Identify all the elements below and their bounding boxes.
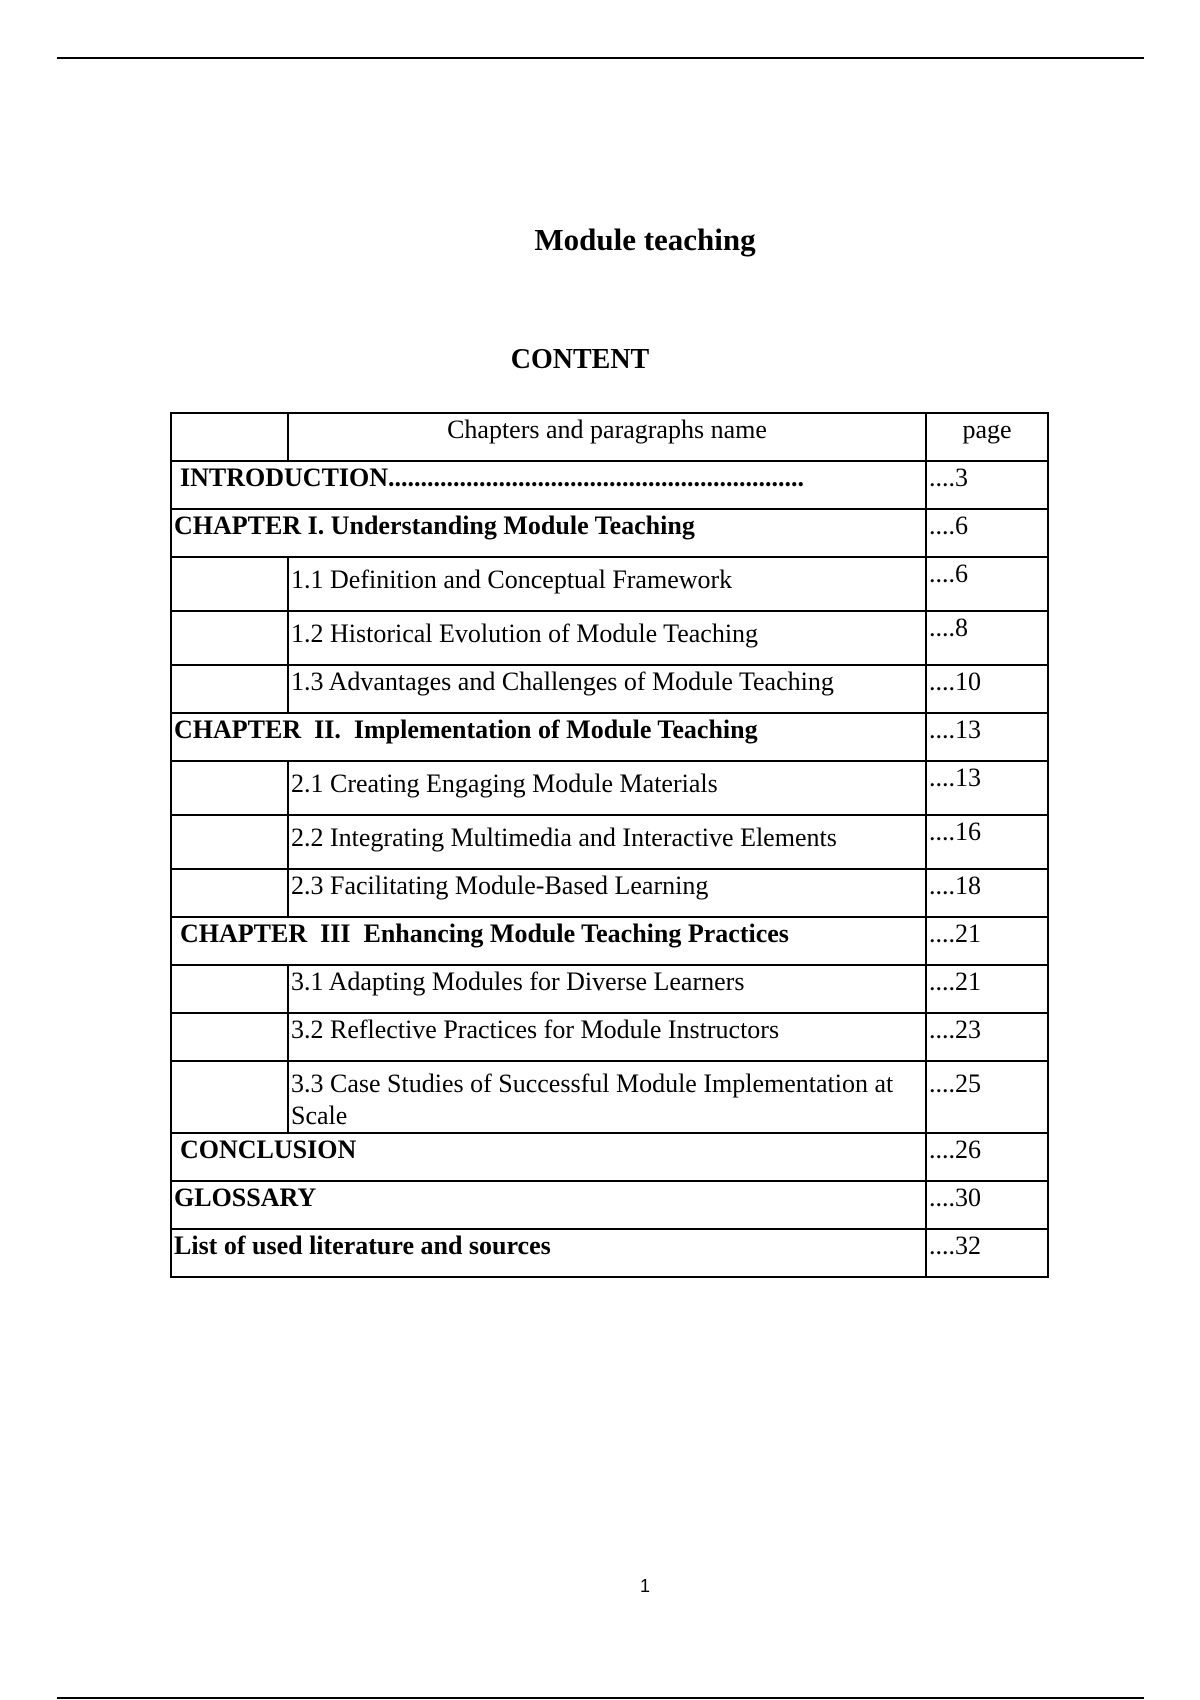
toc-entry-title: 2.3 Facilitating Module-Based Learning: [288, 869, 926, 917]
toc-row-literature: [171, 1229, 1048, 1277]
toc-row-chapter-3: [171, 917, 1048, 965]
toc-entry-page: ....3: [926, 461, 1048, 509]
toc-entry-page: ....21: [926, 965, 1048, 1013]
toc-entry-page: ....10: [926, 665, 1048, 713]
toc-row-section-2-3: [171, 869, 1048, 917]
toc-header-title: Chapters and paragraphs name: [288, 413, 926, 461]
toc-entry-page: ....13: [926, 761, 1048, 815]
toc-indent-cell: [171, 557, 288, 611]
toc-entry-page: ....18: [926, 869, 1048, 917]
toc-row-section-2-1: [171, 761, 1048, 815]
toc-entry-title: List of used literature and sources: [171, 1229, 926, 1277]
toc-entry-title: 1.1 Definition and Conceptual Framework: [288, 557, 926, 611]
toc-entry-title: GLOSSARY: [171, 1181, 926, 1229]
toc-header-page: page: [926, 413, 1048, 461]
page-number: 1: [639, 1576, 650, 1596]
toc-row-section-1-3: [171, 665, 1048, 713]
toc-entry-page: ....32: [926, 1229, 1048, 1277]
toc-entry-title: CHAPTER II. Implementation of Module Teaching: [171, 713, 926, 761]
toc-row-chapter-1: [171, 509, 1048, 557]
toc-row-section-1-1: [171, 557, 1048, 611]
toc-entry-title: INTRODUCTION................................................................: [171, 461, 926, 509]
toc-entry-title: CHAPTER III Enhancing Module Teaching Practices: [171, 917, 926, 965]
toc-entry-title: CONCLUSION: [171, 1133, 926, 1181]
toc-entry-page: ....26: [926, 1133, 1048, 1181]
toc-entry-title: 1.3 Advantages and Challenges of Module Teaching: [288, 665, 926, 713]
toc-indent-cell: [171, 815, 288, 869]
toc-entry-title: 3.3 Case Studies of Successful Module Implementation at Scale: [288, 1061, 926, 1133]
toc-entry-title: 2.2 Integrating Multimedia and Interactive Elements: [288, 815, 926, 869]
toc-row-conclusion: [171, 1133, 1048, 1181]
toc-row-section-3-2: [171, 1013, 1048, 1061]
toc-entry-page: ....6: [926, 509, 1048, 557]
toc-row-section-2-2: [171, 815, 1048, 869]
toc-indent-cell: [171, 611, 288, 665]
toc-indent-cell: [171, 665, 288, 713]
toc-row-chapter-2: [171, 713, 1048, 761]
toc-entry-page: ....21: [926, 917, 1048, 965]
bottom-rule: [57, 1697, 1144, 1699]
toc-header-indent-cell: [171, 413, 288, 461]
toc-entry-page: ....13: [926, 713, 1048, 761]
toc-row-section-3-1: [171, 965, 1048, 1013]
toc-entry-title: 1.2 Historical Evolution of Module Teaching: [288, 611, 926, 665]
top-rule: [57, 57, 1144, 59]
toc-indent-cell: [171, 1061, 288, 1133]
toc-entry-page: ....23: [926, 1013, 1048, 1061]
toc-header-row: [171, 413, 1048, 461]
toc-indent-cell: [171, 965, 288, 1013]
toc-entry-page: ....25: [926, 1061, 1048, 1133]
toc-row-glossary: [171, 1181, 1048, 1229]
document-title: Module teaching: [534, 222, 756, 257]
toc-indent-cell: [171, 761, 288, 815]
toc-entry-title: CHAPTER I. Understanding Module Teaching: [171, 509, 926, 557]
toc-entry-page: ....8: [926, 611, 1048, 665]
toc-entry-page: ....6: [926, 557, 1048, 611]
table-of-contents: [170, 412, 1049, 1278]
toc-entry-title: 2.1 Creating Engaging Module Materials: [288, 761, 926, 815]
toc-entry-title: 3.2 Reflective Practices for Module Instructors: [288, 1013, 926, 1061]
toc-row-section-1-2: [171, 611, 1048, 665]
toc-entry-title: 3.1 Adapting Modules for Diverse Learners: [288, 965, 926, 1013]
content-heading: CONTENT: [510, 344, 650, 375]
toc-indent-cell: [171, 1013, 288, 1061]
toc-entry-page: ....16: [926, 815, 1048, 869]
toc-row-section-3-3: [171, 1061, 1048, 1133]
toc-indent-cell: [171, 869, 288, 917]
toc-entry-page: ....30: [926, 1181, 1048, 1229]
toc-row-introduction: [171, 461, 1048, 509]
